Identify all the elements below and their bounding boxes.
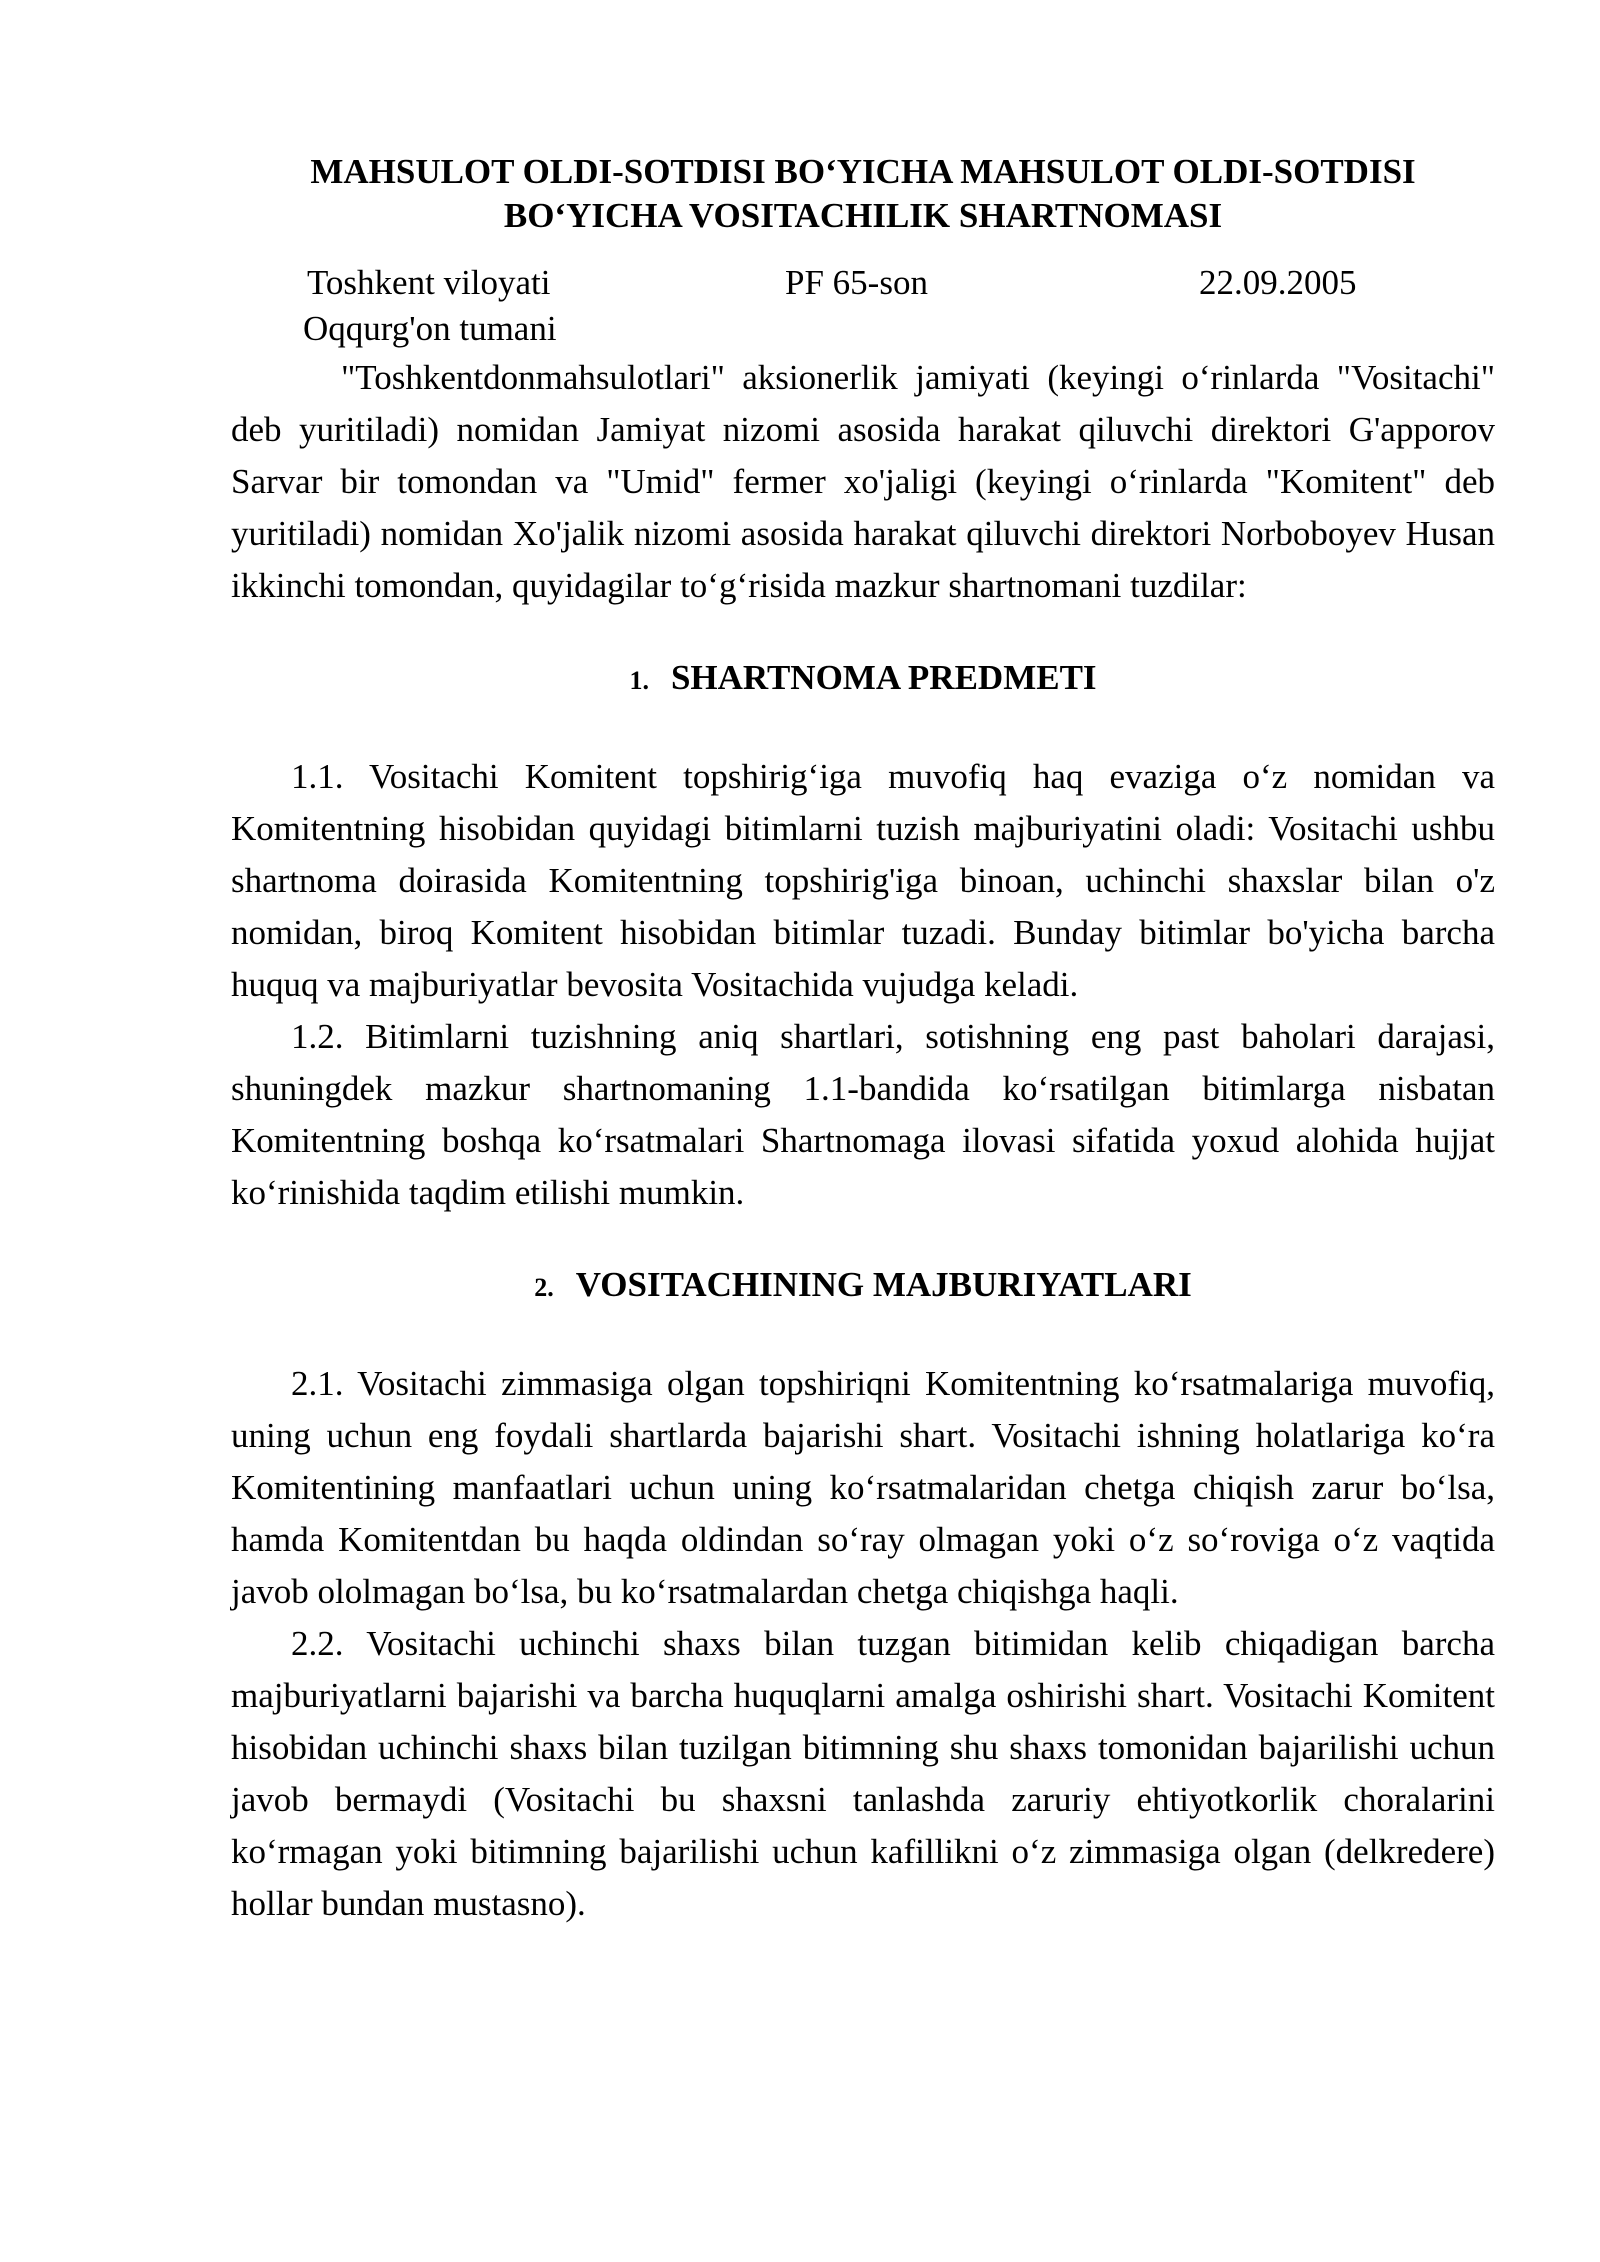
clause-1-2: 1.2. Bitimlarni tuzishning aniq shartlari, sotishning eng past baholari darajasi, shuningdek mazkur shartnomaning 1.1-bandida ko‘rsatilgan bitimlarga nisbatan Komitentning boshqa ko‘rsatmalari Shartnomaga ilovasi sifatida yoxud alohida hujjat ko‘rinishida taqdim etilishi mumkin. xyxy=(231,1017,1495,1212)
section-heading xyxy=(231,1259,1495,1314)
meta-contract-number: PF 65-son xyxy=(785,263,928,302)
section-1 xyxy=(231,652,1495,1219)
meta-date: 22.09.2005 xyxy=(1199,263,1357,302)
meta-location: Toshkent viloyati xyxy=(307,263,551,302)
clause-1-1: 1.1. Vositachi Komitent topshirig‘iga muvofiq haq evaziga o‘z nomidan va Komitentning hisobidan quyidagi bitimlarni tuzish majburiyatini oladi: Vositachi ushbu shartnoma doirasida Komitentning topshirig'iga binoan, uchinchi shaxslar bilan o'z nomidan, biroq Komitent hisobidan bitimlar tuzadi. Bunday bitimlar bo'yicha barcha huquq va majburiyatlar bevosita Vositachida vujudga keladi. xyxy=(231,757,1495,1004)
section-number: 2. xyxy=(534,1273,554,1302)
section-title: SHARTNOMA PREDMETI xyxy=(670,658,1097,697)
section-2 xyxy=(231,1259,1495,1930)
clause-2-2: 2.2. Vositachi uchinchi shaxs bilan tuzgan bitimidan kelib chiqadigan barcha majburiyatlarni bajarishi va barcha huquqlarni amalga oshirishi shart. Vositachi Komitent hisobidan uchinchi shaxs bilan tuzilgan bitimning shu shaxs tomonidan bajarilishi uchun javob bermaydi (Vositachi bu shaxsni tanlashda zaruriy ehtiyotkorlik choralarini ko‘rmagan yoki bitimning bajarilishi uchun kafillikni o‘z zimmasiga olgan (delkredere) hollar bundan mustasno). xyxy=(231,1624,1495,1923)
section-number: 1. xyxy=(629,666,649,695)
meta-district: Oqqurg'on tumani xyxy=(303,309,557,348)
section-title: VOSITACHINING MAJBURIYATLARI xyxy=(575,1265,1192,1304)
document-page xyxy=(231,150,1495,1930)
document-title-line-1: MAHSULOT OLDI-SOTDISI BO‘YICHA MAHSULOT OLDI-SOTDISI xyxy=(310,152,1416,191)
clause-2-1: 2.1. Vositachi zimmasiga olgan topshiriqni Komitentning ko‘rsatmalariga muvofiq, uning uchun eng foydali shartlarda bajarishi shart. Vositachi ishning holatlariga ko‘ra Komitentining manfaatlari uchun uning ko‘rsatmalaridan chetga chiqish zarur bo‘lsa, hamda Komitentdan bu haqda oldindan so‘ray olmagan yoki o‘z so‘roviga o‘z vaqtida javob ololmagan bo‘lsa, bu ko‘rsatmalardan chetga chiqishga haqli. xyxy=(231,1364,1495,1611)
document-meta-row xyxy=(231,260,1495,306)
document-title xyxy=(231,150,1495,238)
section-heading xyxy=(231,652,1495,707)
document-title-line-2: BO‘YICHA VOSITACHILIK SHARTNOMASI xyxy=(503,196,1223,235)
intro-paragraph: "Toshkentdonmahsulotlari" aksionerlik jamiyati (keyingi o‘rinlarda "Vositachi" deb yuritiladi) nomidan Jamiyat nizomi asosida harakat qiluvchi direktori G'apporov Sarvar bir tomondan va "Umid" fermer xo'jaligi (keyingi o‘rinlarda "Komitent" deb yuritiladi) nomidan Xo'jalik nizomi asosida harakat qiluvchi direktori Norboboyev Husan ikkinchi tomondan, quyidagilar to‘g‘risida mazkur shartnomani tuzdilar: xyxy=(231,358,1495,605)
